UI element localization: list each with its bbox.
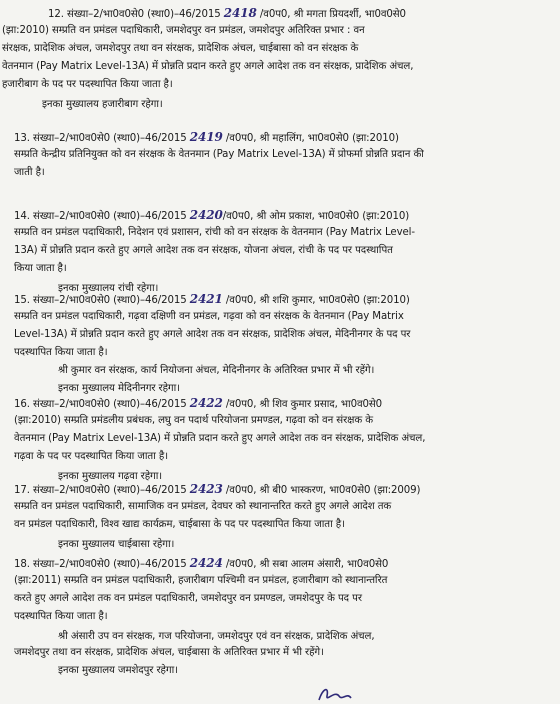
order-ref-suffix: /व0प0, श्री सबा आलम अंसारी, भा0व0से0 [222,559,389,570]
additional-charge-line-2: जमशेदपुर तथा वन संरक्षक, प्रादेशिक अंचल, चाईबासा के अतिरिक्त प्रभार में भी रहेंगे। [14,647,324,658]
order-ref: 17. संख्या–2/भा0व0से0 (स्था0)–46/2015 [14,485,190,496]
entry-line-5: हजारीबाग के पद पर पदस्थापित किया जाता है। [2,79,173,90]
entry-line-2: सम्प्रति वन प्रमंडल पदाधिकारी, निदेशन एवं प्रशासन, रांची को वन संरक्षक के वेतनमान (Pay Matrix Level- [14,227,415,238]
order-number: 2421 [189,292,223,306]
order-number: 2420 [189,208,223,222]
entry-line-2: सम्प्रति वन प्रमंडल पदाधिकारी, गढ़वा दक्षिणी वन प्रमंडल, गढ़वा को वन संरक्षक के वेतनमान (Pay Matrix [14,311,404,322]
order-ref-suffix: /व0प0, श्री महालिंग, भा0व0से0 (झा:2010) [222,133,399,144]
additional-charge-line: श्री अंसारी उप वन संरक्षक, गज परियोजना, जमशेदपुर एवं वन संरक्षक, प्रादेशिक अंचल, [58,631,375,642]
order-ref: 16. संख्या–2/भा0व0से0 (स्था0)–46/2015 [14,399,190,410]
order-number: 2424 [189,556,223,570]
headquarter-line: इनका मुख्यालय मेदिनीनगर रहेगा। [58,383,180,394]
entry-line-3: वेतनमान (Pay Matrix Level-13A) में प्रोन्नति प्रदान करते हुए अगले आदेश तक वन संरक्षक, प्रादेशिक अंचल, [14,433,426,444]
order-number: 2419 [189,130,223,144]
entry-line-4: गढ़वा के पद पर पदस्थापित किया जाता है। [14,451,168,462]
order-ref: 12. संख्या–2/भा0व0से0 (स्था0)–46/2015 [48,9,224,20]
entry-line-2: सम्प्रति वन प्रमंडल पदाधिकारी, सामाजिक वन प्रमंडल, देवघर को स्थानान्तरित करते हुए अगले आदेश तक [14,501,392,512]
order-number: 2418 [223,6,257,20]
entry-line-4: पदस्थापित किया जाता है। [14,611,108,622]
headquarter-line: इनका मुख्यालय जमशेदपुर रहेगा। [58,665,178,676]
headquarter-line: इनका मुख्यालय गढ़वा रहेगा। [58,471,163,482]
order-number: 2422 [189,396,223,410]
order-ref: 18. संख्या–2/भा0व0से0 (स्था0)–46/2015 [14,559,190,570]
entry-line-3: 13A) में प्रोन्नति प्रदान करते हुए अगले आदेश तक वन संरक्षक, योजना अंचल, रांची के पद पर पदस्थापित [14,245,393,256]
entry-line-3: जाती है। [14,167,45,178]
entry-line-1 [14,208,409,224]
additional-charge-line: श्री कुमार वन संरक्षक, कार्य नियोजना अंचल, मेदिनीनगर के अतिरिक्त प्रभार में भी रहेंगे। [58,365,375,376]
entry-line-3: संरक्षक, प्रादेशिक अंचल, जमशेदपुर तथा वन संरक्षक, प्रादेशिक अंचल, चाईबासा को वन संरक्षक के [2,43,359,54]
entry-line-2: सम्प्रति केन्द्रीय प्रतिनियुक्त को वन संरक्षक के वेतनमान (Pay Matrix Level-13A) में प्रोफर्मा प्रोन्नति प्रदान की [14,149,424,160]
entry-line-1 [48,6,406,22]
entry-line-3: करते हुए अगले आदेश तक वन प्रमंडल पदाधिकारी, जमशेदपुर वन प्रमण्डल, जमशेदपुर के पद पर [14,593,362,604]
entry-line-3: Level-13A) में प्रोन्नति प्रदान करते हुए अगले आदेश तक वन संरक्षक, प्रादेशिक अंचल, मेदिनीनगर के पद पर [14,329,411,340]
order-ref: 15. संख्या–2/भा0व0से0 (स्था0)–46/2015 [14,295,190,306]
order-ref-suffix: /व0प0, श्री शिव कुमार प्रसाद, भा0व0से0 [222,399,383,410]
order-number: 2423 [189,482,223,496]
order-ref-suffix: /व0प0, श्री मगता प्रियदर्शी, भा0व0से0 [256,9,406,20]
entry-line-1 [14,556,388,572]
entry-line-1 [14,396,382,412]
entry-line-1 [14,292,410,308]
entry-line-4: वेतनमान (Pay Matrix Level-13A) में प्रोन्नति प्रदान करते हुए अगले आदेश तक वन संरक्षक, प्रादेशिक अंचल, [2,61,414,72]
headquarter-line: इनका मुख्यालय हजारीबाग रहेगा। [42,99,163,110]
order-ref-suffix: /व0प0, श्री ओम प्रकाश, भा0व0से0 (झा:2010) [222,211,410,222]
entry-line-2: (झा:2010) सम्प्रति वन प्रमंडल पदाधिकारी, जमशेदपुर वन प्रमंडल, जमशेदपुर अतिरिक्त प्रभार : वन [2,25,365,36]
signature-mark [315,682,355,704]
entry-line-2: (झा:2011) सम्प्रति वन प्रमंडल पदाधिकारी, हजारीबाग पश्चिमी वन प्रमंडल, हजारीबाग को स्थानान्तरित [14,575,388,586]
entry-line-4: किया जाता है। [14,263,67,274]
headquarter-line: इनका मुख्यालय चाईबासा रहेगा। [58,539,175,550]
order-ref-suffix: /व0प0, श्री शशि कुमार, भा0व0से0 (झा:2010) [222,295,410,306]
entry-line-1 [14,482,420,498]
entry-line-2: (झा:2010) सम्प्रति प्रमंडलीय प्रबंधक, लघु वन पदार्थ परियोजना प्रमण्डल, गढ़वा को वन संरक्षक के [14,415,373,426]
order-ref: 14. संख्या–2/भा0व0से0 (स्था0)–46/2015 [14,211,190,222]
order-ref-suffix: /व0प0, श्री बी0 भास्करण, भा0व0से0 (झा:2009) [222,485,421,496]
entry-line-4: पदस्थापित किया जाता है। [14,347,108,358]
entry-line-1 [14,130,399,146]
entry-line-3: वन प्रमंडल पदाधिकारी, विश्व खाद्य कार्यक्रम, चाईबासा के पद पर पदस्थापित किया जाता है। [14,519,345,530]
headquarter-line: इनका मुख्यालय रांची रहेगा। [58,283,159,294]
order-ref: 13. संख्या–2/भा0व0से0 (स्था0)–46/2015 [14,133,190,144]
